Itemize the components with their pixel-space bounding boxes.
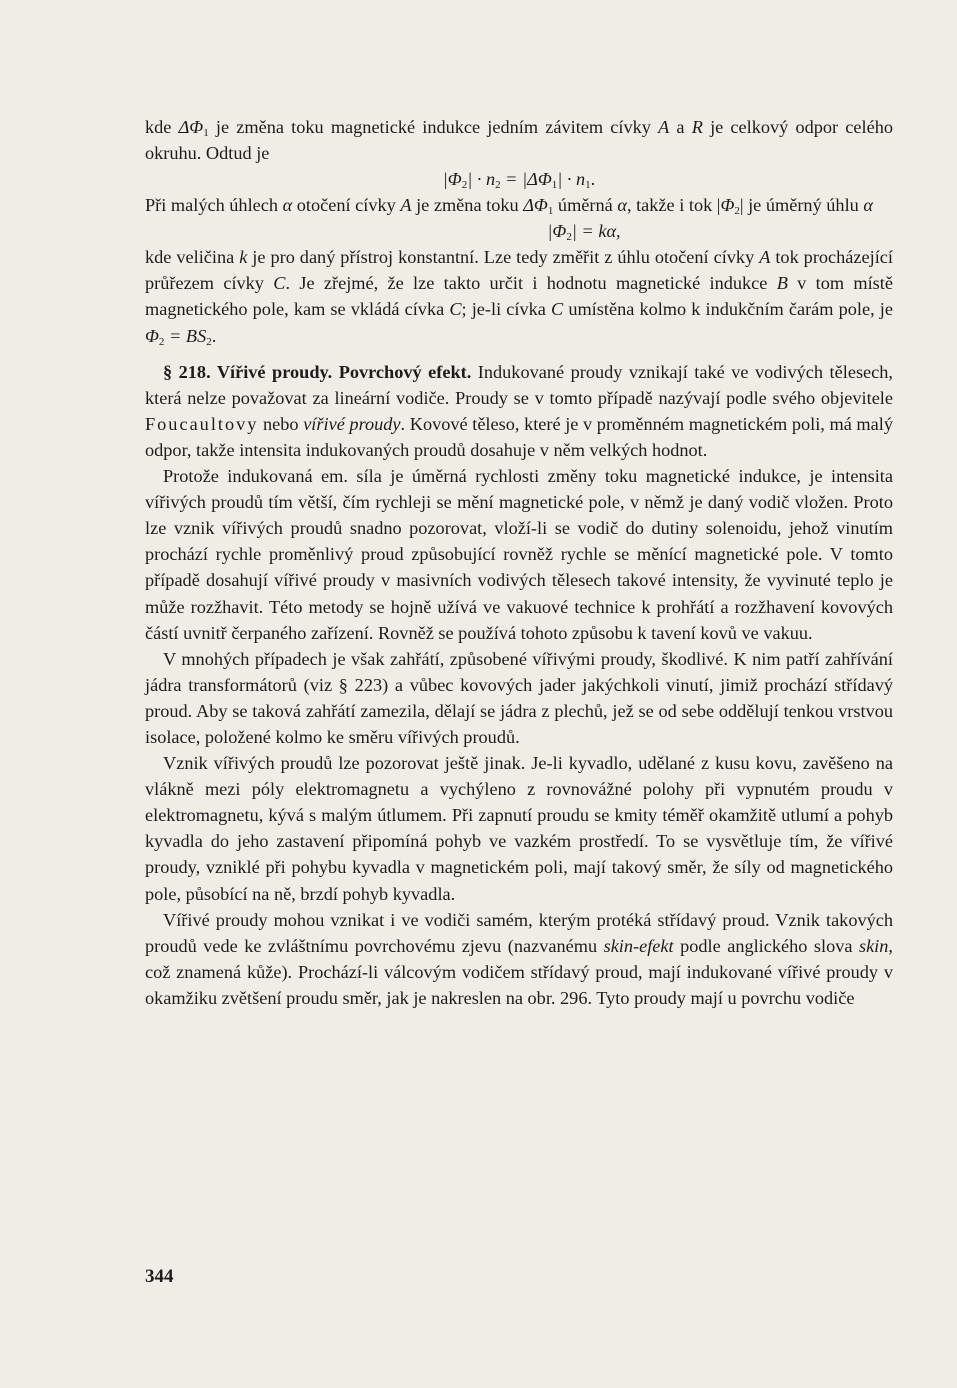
math-run: |Φ [442, 169, 462, 190]
text-run: je změna toku magnetické indukce jedním závitem cívky [208, 117, 659, 137]
italic-term: skin-efekt [603, 935, 674, 956]
paragraph-1 [145, 114, 893, 166]
math-symbol: A [400, 195, 412, 216]
text-run: . Kovové těleso, které je v proměnném magnetickém poli, má malý odpor, takže intensita indukovaných proudů dosahuje v něm velkých hodnot. [145, 413, 893, 460]
text-run: je změna toku [411, 195, 524, 216]
math-symbol: α [282, 195, 293, 216]
math-symbol: α [863, 195, 873, 216]
body-text [145, 114, 893, 1011]
subscript: 1 [551, 179, 558, 192]
text-run: . Je zřejmé, že lze takto určit i hodnotu magnetické indukce [285, 273, 777, 294]
subscript: 1 [585, 179, 591, 192]
paragraph-7: Vznik vířivých proudů lze pozorovat ještě jinak. Je-li kyvadlo, udělané z kusu kovu, zavěšeno na vlákně mezi póly elektromagnetu a vychýleno z rovnovážné polohy při vypnutém proudu v elektromagnetu, kývá s malým útlumem. Při zapnutí proudu se kmity téměř okamžitě utlumí a pohyb kyvadla do jeho zastavení připomíná pohyb ve vazkém prostředí. To se vysvětluje tím, že vířivé proudy, vzniklé při pohybu kyvadla v magnetickém poli, mají takový směr, že síly od magnetického pole, působící na ně, brzdí pohyb kyvadla. [145, 753, 893, 904]
subscript: 1 [203, 127, 209, 139]
math-symbol: Φ [720, 195, 735, 216]
math-symbol: C [449, 299, 462, 320]
paragraph-8 [145, 907, 893, 1011]
text-run: | je úměrný úhlu [739, 195, 864, 216]
paragraph-4 [145, 359, 893, 463]
subscript: 2 [158, 335, 165, 348]
math-symbol: = BS [164, 325, 207, 346]
math-run: | = kα, [571, 221, 621, 242]
text-run: a [669, 117, 692, 137]
equation-2 [145, 218, 893, 244]
math-symbol: C [273, 273, 286, 294]
math-symbol: A [759, 247, 771, 268]
math-run: = |ΔΦ [500, 169, 552, 190]
text-run: kde [145, 117, 179, 137]
subscript: 2 [734, 205, 740, 218]
text-run: je pro daný přístroj konstantní. Lze tedy změřit z úhlu otočení cívky [247, 247, 760, 268]
text-run: Indukované proudy vznikají také ve vodivých tělesech, která nelze považovat za lineární vodiče. Proudy se v tomto případě nazývají podle svého objevitele [145, 361, 893, 408]
math-run: | · n [557, 169, 586, 190]
paragraph-2 [145, 192, 893, 218]
text-run: Vířivé proudy mohou vznikat i ve vodiči samém, kterým protéká střídavý proud. Vznik takových proudů vede ke zvláštnímu povrchovému zjevu (nazvanému [145, 909, 893, 956]
text-run: , což znamená kůže). Prochází-li válcovým vodičem střídavý proud, mají indukované vířivé proudy v okamžiku zvětšení proudu směr, jak je nakreslen na obr. 296. Tyto proudy mají u povrchu vodiče [145, 935, 893, 1008]
text-run: tok procházející průřezem cívky [145, 247, 893, 294]
math-symbol: ΔΦ [523, 195, 548, 216]
math-run: |Φ [547, 221, 567, 242]
math-run: | · n [467, 169, 496, 190]
text-run: Při malých úhlech [145, 195, 283, 216]
italic-term: skin [858, 935, 889, 956]
text-run: v tom místě magnetického pole, kam se vkládá cívka [145, 273, 893, 320]
equation-1 [145, 166, 893, 192]
section-heading: § 218. Vířivé proudy. Povrchový efekt. [163, 361, 472, 382]
math-symbol: C [551, 299, 564, 320]
subscript: 2 [206, 335, 212, 348]
math-run: . [590, 169, 596, 190]
math-symbol: Φ [145, 325, 159, 346]
subscript: 2 [566, 231, 572, 244]
math-symbol: B [776, 273, 788, 294]
text-run: je celkový odpor celého okruhu. Odtud je [145, 117, 894, 164]
italic-term: vířivé proudy [303, 413, 401, 434]
subscript: 2 [495, 179, 501, 192]
text-run: podle anglického slova [673, 935, 859, 956]
text-run: . [211, 325, 217, 346]
math-symbol: ΔΦ [178, 117, 204, 137]
paragraph-5: Protože indukovaná em. síla je úměrná rychlosti změny toku magnetické indukce, je intensita vířivých proudů tím větší, čím rychleji se mění magnetické pole, v němž je daný vodič vložen. Proto lze vznik vířivých proudů snadno pozorovat, vloží-li se vodič do dutiny solenoidu, jehož vinutím prochází rychle proměnlivý proud způsobující rovněž rychle se měnící magnetické pole. V tomto případě dosahují vířivé proudy v masivních vodivých tělesech takové intensity, že vyvinuté teplo je může rozžhavit. Této metody se hojně užívá ve vakuové technice k prohřátí a rozžhavení kovových částí uvnitř čerpaného zařízení. Rovněž se používá tohoto způsobu k tavení kovů ve vakuu. [145, 466, 893, 643]
subscript: 1 [547, 205, 554, 218]
text-run: ; je-li cívka [461, 299, 551, 320]
spaced-name: Foucaultovy [145, 413, 259, 434]
text-run: úměrná [553, 195, 618, 216]
text-run: otočení cívky [292, 195, 401, 216]
text-run: umístěna kolmo k indukčním čarám pole, je [563, 299, 893, 320]
math-symbol: R [691, 117, 703, 137]
text-run: kde veličina [145, 247, 240, 268]
math-symbol: A [658, 117, 670, 137]
text-run: nebo [258, 413, 304, 434]
math-symbol: α [617, 195, 627, 216]
math-symbol: k [239, 247, 248, 268]
page-number: 344 [145, 1266, 174, 1287]
paragraph-6: V mnohých případech je však zahřátí, způsobené vířivými proudy, škodlivé. K nim patří zahřívání jádra transformátorů (viz § 223) a vůbec kovových jader jakýchkoli vinutí, jimiž prochází střídavý proud. Aby se taková zahřátí zamezila, dělají se jádra z plechů, jež se od sebe oddělují tenkou vrstvou isolace, položené kolmo ke směru vířivých proudů. [145, 648, 893, 747]
paragraph-3 [145, 244, 893, 348]
subscript: 2 [461, 179, 468, 192]
text-run: , takže i tok | [626, 195, 721, 216]
